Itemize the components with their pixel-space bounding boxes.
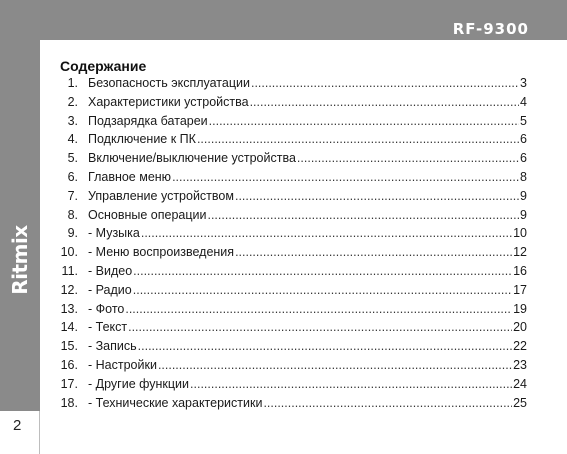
toc-item-number: 12.	[60, 282, 78, 297]
toc-item-leader	[133, 264, 512, 278]
toc-item-page: 20	[513, 320, 527, 335]
toc-item	[56, 245, 527, 264]
toc-item-label: - Радио	[88, 282, 132, 297]
toc-title: Содержание	[60, 58, 147, 74]
page-number: 2	[13, 417, 22, 434]
toc-item-leader	[190, 377, 512, 391]
toc-item-number: 16.	[60, 357, 78, 372]
toc-item	[56, 302, 527, 321]
toc-item	[56, 132, 527, 151]
toc-item-leader	[250, 95, 519, 109]
toc-item-page: 9	[520, 188, 527, 203]
brand-logo	[0, 215, 40, 305]
toc-item-label: - Технические характеристики	[88, 395, 263, 410]
toc-item	[56, 377, 527, 396]
header-band	[0, 0, 567, 40]
toc-item-leader	[263, 396, 512, 410]
toc-item-leader	[235, 245, 512, 259]
toc-item-leader	[128, 320, 512, 334]
sidebar-band	[0, 40, 40, 454]
toc-item-leader	[251, 76, 519, 90]
toc-item	[56, 339, 527, 358]
toc-item-page: 22	[513, 339, 527, 354]
toc-item	[56, 208, 527, 227]
toc-item	[56, 320, 527, 339]
toc-item-page: 19	[513, 301, 527, 316]
toc-item-leader	[209, 114, 519, 128]
toc-item-label: Подключение к ПК	[88, 132, 196, 147]
toc-item	[56, 76, 527, 95]
toc-item-number: 13.	[60, 301, 78, 316]
toc-item-label: Подзарядка батареи	[88, 113, 208, 128]
toc-item-label: Характеристики устройства	[88, 94, 249, 109]
toc-item-label: - Музыка	[88, 226, 140, 241]
model-name: RF-9300	[452, 20, 529, 38]
toc-item-page: 25	[513, 395, 527, 410]
toc-item	[56, 358, 527, 377]
toc-item-number: 14.	[60, 320, 78, 335]
toc-item-leader	[207, 208, 519, 222]
toc-item-label: - Меню воспроизведения	[88, 245, 235, 260]
toc-item	[56, 226, 527, 245]
toc-item-label: - Фото	[88, 301, 125, 316]
toc-item-leader	[235, 189, 519, 203]
toc-item-leader	[197, 132, 519, 146]
toc-item-label: - Запись	[88, 339, 137, 354]
toc-item-page: 8	[520, 169, 527, 184]
toc-item-label: Основные операции	[88, 207, 207, 222]
toc-item-number: 6.	[67, 169, 78, 184]
toc-item-page: 23	[513, 357, 527, 372]
toc-item-leader	[141, 226, 512, 240]
toc-item-page: 24	[513, 376, 527, 391]
toc-item	[56, 264, 527, 283]
toc-item-number: 11.	[61, 263, 78, 278]
toc-item-label: - Текст	[88, 320, 128, 335]
toc-item-leader	[297, 151, 519, 165]
toc-item-page: 4	[520, 94, 527, 109]
toc-item-label: Безопасность эксплуатации	[88, 76, 250, 90]
toc-item-number: 9.	[67, 226, 78, 241]
toc-item-label: Главное меню	[88, 169, 172, 184]
toc-item-number: 1.	[67, 76, 78, 90]
toc-item-leader	[138, 339, 512, 353]
toc-item-number: 7.	[67, 188, 78, 203]
toc-item-leader	[172, 170, 519, 184]
toc-item-number: 2.	[67, 94, 78, 109]
toc-item-page: 9	[520, 207, 527, 222]
toc-item-page: 10	[513, 226, 527, 241]
toc-item-label: - Другие функции	[88, 376, 190, 391]
toc-item-page: 6	[520, 132, 527, 147]
toc-item-leader	[133, 283, 512, 297]
toc-item-number: 15.	[60, 339, 78, 354]
toc-item	[56, 151, 527, 170]
toc-item-leader	[158, 358, 512, 372]
toc-item-page: 12	[513, 245, 527, 260]
toc-item-label: - Настройки	[88, 357, 157, 372]
toc-item	[56, 170, 527, 189]
toc-item-page: 5	[520, 113, 527, 128]
toc-item-number: 10.	[60, 245, 78, 260]
brand-text: Ritmix	[8, 225, 32, 295]
toc-list	[56, 76, 527, 414]
toc-item-label: - Видео	[88, 263, 133, 278]
toc-item	[56, 114, 527, 133]
toc-item-page: 16	[513, 263, 527, 278]
toc-item-number: 4.	[67, 132, 78, 147]
toc-item-number: 18.	[60, 395, 78, 410]
toc-item-page: 3	[520, 76, 527, 90]
toc-item-page: 17	[513, 282, 527, 297]
toc-item-number: 5.	[67, 151, 78, 166]
toc-item-label: Включение/выключение устройства	[88, 151, 296, 166]
toc-item-label: Управление устройством	[88, 188, 234, 203]
toc-item	[56, 396, 527, 415]
toc-item-page: 6	[520, 151, 527, 166]
toc-item-number: 8.	[67, 207, 78, 222]
toc-item-number: 17.	[60, 376, 78, 391]
toc-item	[56, 95, 527, 114]
toc-item-leader	[125, 302, 512, 316]
toc-item-number: 3.	[67, 113, 78, 128]
toc-item	[56, 189, 527, 208]
toc-item	[56, 283, 527, 302]
